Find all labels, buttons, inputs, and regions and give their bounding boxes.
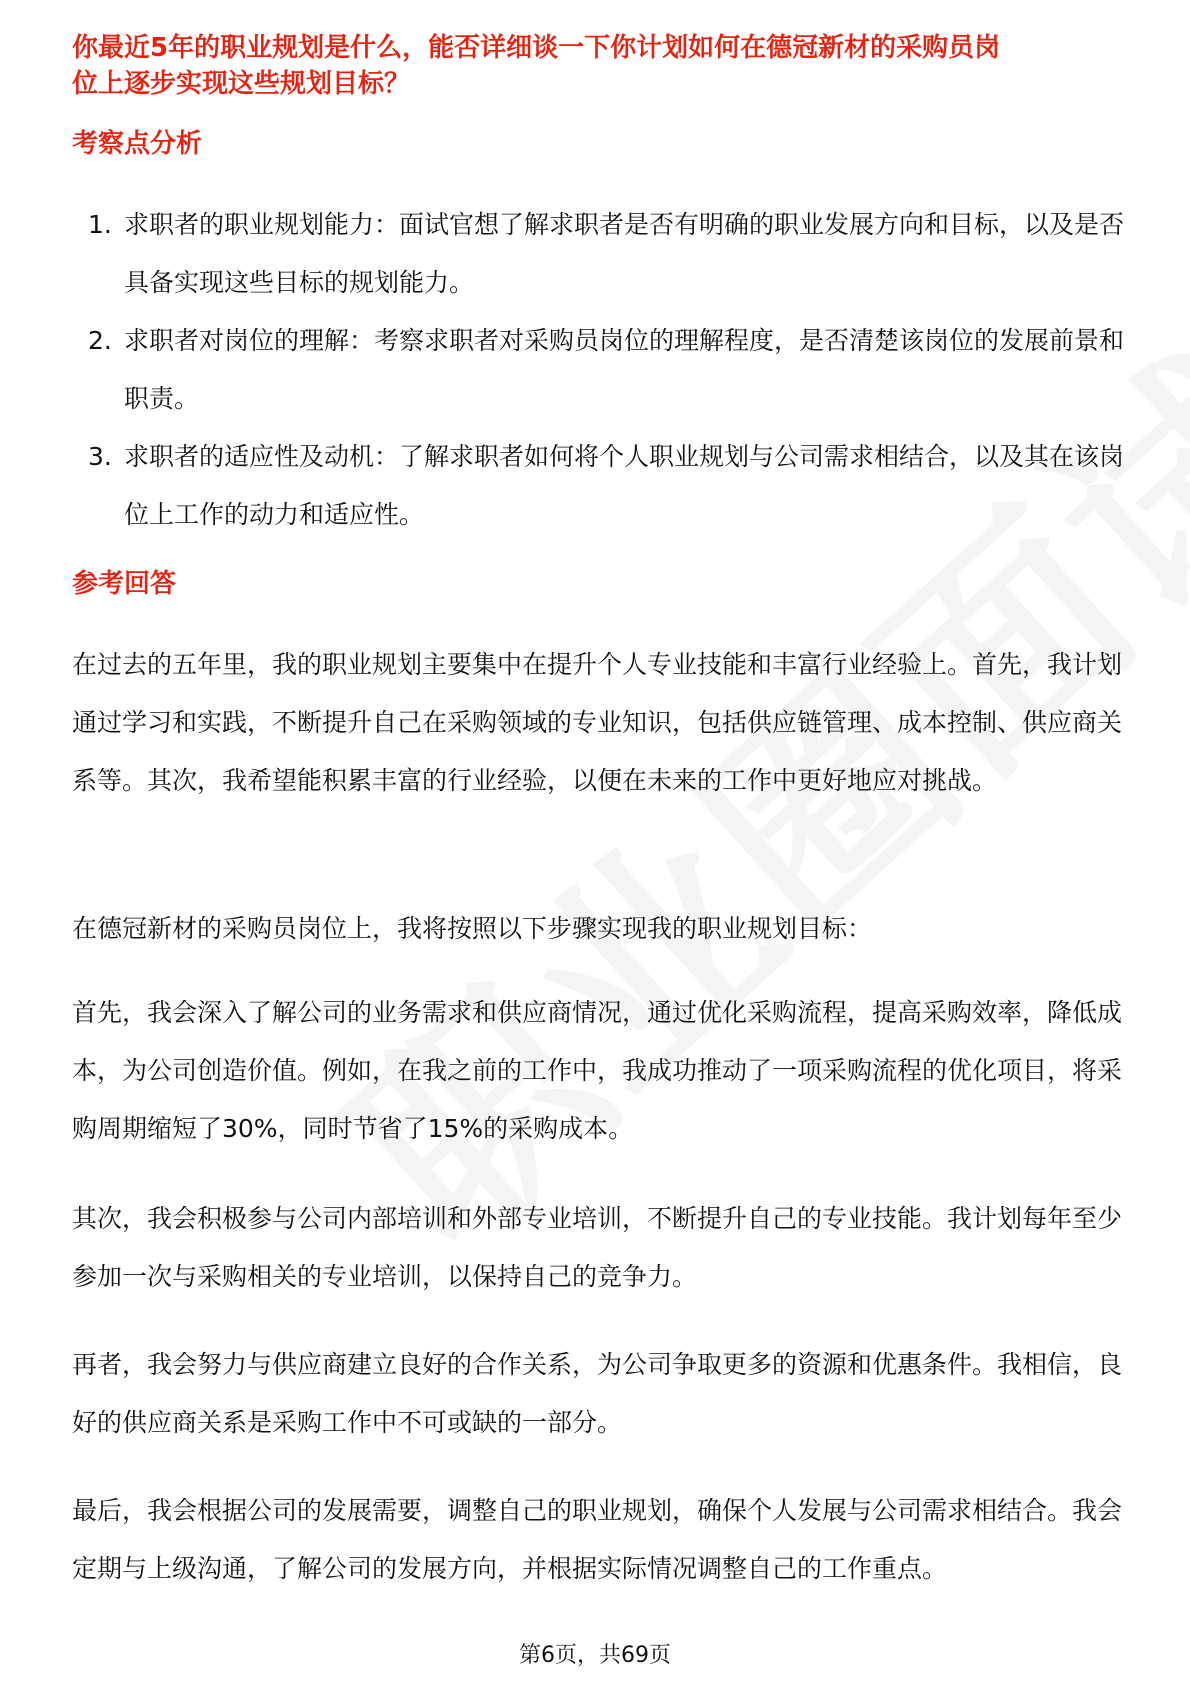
- analysis-item-text: 求职者对岗位的理解：考察求职者对采购员岗位的理解程度，是否清楚该岗位的发展前景和职责。: [124, 326, 1125, 413]
- analysis-list: [88, 196, 1128, 544]
- analysis-item: [88, 428, 1128, 544]
- analysis-item-text: 求职者的适应性及动机：了解求职者如何将个人职业规划与公司需求相结合，以及其在该岗位上工作的动力和适应性。: [124, 442, 1125, 529]
- question-text-partial: 你最近5年的职业规划是什么，能否详细谈一下你计划如何在德冠新材的采购员岗: [72, 33, 1001, 63]
- analysis-item: [88, 312, 1128, 428]
- question-text: 位上逐步实现这些规划目标？: [72, 69, 411, 99]
- analysis-item: [88, 196, 1128, 312]
- answer-paragraph: 在过去的五年里，我的职业规划主要集中在提升个人专业技能和丰富行业经验上。首先，我计划通过学习和实践，不断提升自己在采购领域的专业知识，包括供应链管理、成本控制、供应商关系等。其次，我希望能积累丰富的行业经验，以便在未来的工作中更好地应对挑战。: [72, 650, 1123, 795]
- analysis-heading: 考察点分析: [72, 129, 203, 159]
- answer-paragraph: 再者，我会努力与供应商建立良好的合作关系，为公司争取更多的资源和优惠条件。我相信，良好的供应商关系是采购工作中不可或缺的一部分。: [72, 1350, 1123, 1437]
- answer-paragraph: 其次，我会积极参与公司内部培训和外部专业培训，不断提升自己的专业技能。我计划每年至少参加一次与采购相关的专业培训，以保持自己的竞争力。: [72, 1204, 1123, 1291]
- answer-paragraph: 首先，我会深入了解公司的业务需求和供应商情况，通过优化采购流程，提高采购效率，降低成本，为公司创造价值。例如，在我之前的工作中，我成功推动了一项采购流程的优化项目，将采购周期缩短了30%，同时节省了15%的采购成本。: [72, 998, 1123, 1143]
- answer-paragraph: 最后，我会根据公司的发展需要，调整自己的职业规划，确保个人发展与公司需求相结合。我会定期与上级沟通，了解公司的发展方向，并根据实际情况调整自己的工作重点。: [72, 1496, 1123, 1583]
- answer-paragraph: 在德冠新材的采购员岗位上，我将按照以下步骤实现我的职业规划目标：: [72, 914, 873, 943]
- list-number: 3.: [88, 442, 112, 471]
- list-number: 1.: [88, 210, 112, 239]
- list-number: 2.: [88, 326, 112, 355]
- answer-heading: 参考回答: [72, 569, 177, 599]
- analysis-item-text: 求职者的职业规划能力：面试官想了解求职者是否有明确的职业发展方向和目标，以及是否具备实现这些目标的规划能力。: [124, 210, 1125, 297]
- page-number: 第6页，共69页: [519, 1643, 671, 1668]
